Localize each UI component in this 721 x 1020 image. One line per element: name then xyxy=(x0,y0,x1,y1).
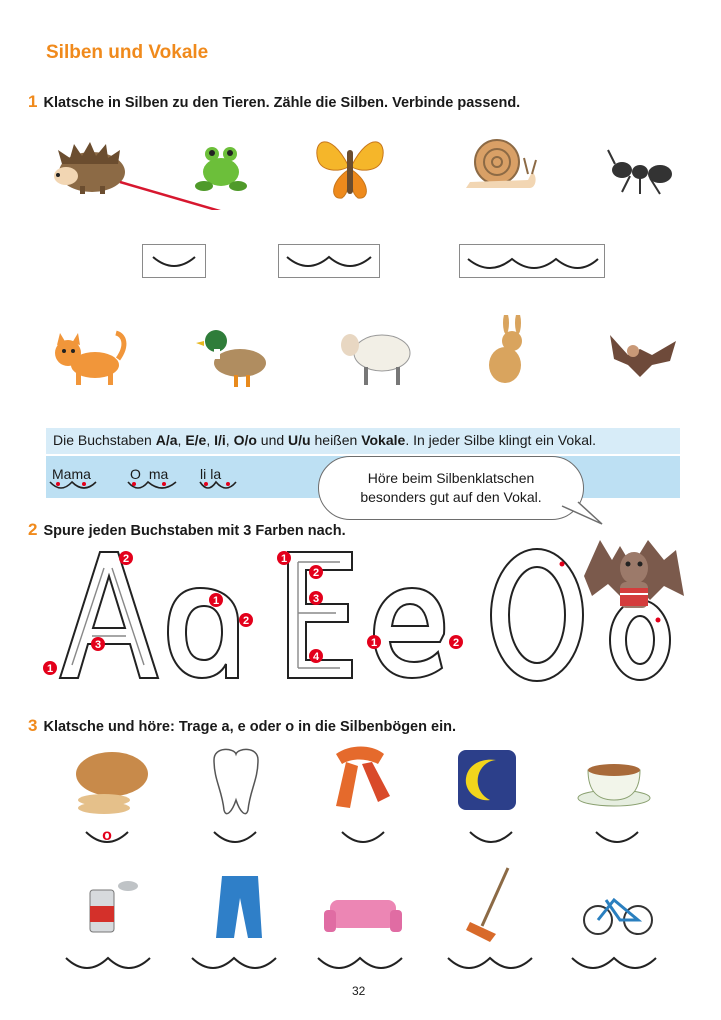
task-text: Spure jeden Buchstaben mit 3 Farben nach. xyxy=(43,523,346,539)
marker-label: 2 xyxy=(452,637,460,649)
marker-label: 1 xyxy=(370,637,378,649)
butterfly-icon xyxy=(317,142,383,198)
separator: und xyxy=(256,432,289,448)
snail-icon xyxy=(466,140,536,188)
letter-a-outline[interactable] xyxy=(168,588,238,678)
marker-label: 2 xyxy=(242,615,250,627)
task-text: Klatsche in Silben zu den Tieren. Zähle die Silben. Verbinde passend. xyxy=(43,95,521,111)
syllable-arcs xyxy=(143,245,205,277)
task-3-heading xyxy=(28,716,456,736)
vowel-pair-i: I/i xyxy=(214,432,226,448)
vowel-pair-a: A/a xyxy=(155,432,178,448)
letter-O-outline[interactable] xyxy=(491,549,583,681)
marker-label: 4 xyxy=(312,651,320,663)
ant-icon xyxy=(608,150,672,194)
info-keyword: Vokale xyxy=(361,432,406,448)
vowel-pair-o: O/o xyxy=(233,432,257,448)
syllable: Ma xyxy=(52,466,72,482)
syllable: la xyxy=(210,466,222,482)
page-number: 32 xyxy=(352,984,366,998)
tracing-area xyxy=(0,540,721,690)
marker-label: 1 xyxy=(280,553,288,565)
moon-icon xyxy=(458,750,516,810)
speech-bubble xyxy=(318,456,584,520)
connection-line xyxy=(120,182,330,210)
syllable: O xyxy=(130,466,141,482)
sofa-icon xyxy=(324,900,402,932)
task-2-heading xyxy=(28,520,346,540)
marker-label: 2 xyxy=(122,553,130,565)
info-middle: heißen xyxy=(310,432,362,448)
syllable-arcs xyxy=(279,245,379,277)
letter-o-outline[interactable] xyxy=(610,600,670,680)
trousers-icon xyxy=(216,876,262,938)
info-suffix: . In jeder Silbe klingt ein Vokal. xyxy=(405,432,596,448)
separator: , xyxy=(225,432,234,448)
frog-icon xyxy=(195,147,247,191)
bicycle-icon xyxy=(584,900,652,934)
syllable: li xyxy=(200,466,207,482)
vowel-pair-u: U/u xyxy=(288,432,311,448)
syllable-box-3[interactable] xyxy=(459,244,605,278)
hare-icon xyxy=(489,315,522,383)
marker-label: 3 xyxy=(94,639,102,651)
teacup-icon xyxy=(578,764,650,806)
page-title: Silben und Vokale xyxy=(46,42,209,63)
syllable: ma xyxy=(148,466,169,482)
task-number: 1 xyxy=(28,92,38,111)
syllable-box-1[interactable] xyxy=(142,244,206,278)
marker-label: 3 xyxy=(312,593,320,605)
letter-e-outline[interactable] xyxy=(374,588,444,678)
info-prefix: Die Buchstaben xyxy=(53,432,156,448)
can-icon xyxy=(90,881,138,932)
task-1-heading xyxy=(28,92,520,112)
vowel-pair-e: E/e xyxy=(185,432,207,448)
letter-A-outline[interactable] xyxy=(60,552,158,678)
scarf-icon xyxy=(336,747,390,809)
animal-row-top xyxy=(0,120,721,210)
bat-mascot-icon xyxy=(584,540,684,608)
task-text: Klatsche und höre: Trage a, e oder o in die Silbenbögen ein. xyxy=(43,719,456,735)
syllable-box-2[interactable] xyxy=(278,244,380,278)
task-3-grid xyxy=(0,740,721,980)
bubble-line-1: Höre beim Silbenklatschen xyxy=(367,470,535,486)
vowel-definition xyxy=(53,432,596,448)
broom-icon xyxy=(466,868,508,942)
bubble-line-2: besonders gut auf den Vokal. xyxy=(360,489,542,505)
hedgehog-icon xyxy=(54,142,125,194)
separator: , xyxy=(206,432,215,448)
bread-icon xyxy=(76,752,148,814)
marker-label: 1 xyxy=(46,663,54,675)
animal-row-bottom xyxy=(0,315,721,395)
separator: , xyxy=(177,432,186,448)
example-answer: o xyxy=(102,827,112,844)
bat-icon xyxy=(610,335,676,377)
duck-icon xyxy=(196,330,266,387)
cat-icon xyxy=(55,333,124,385)
syllable-arcs xyxy=(460,245,604,277)
marker-label: 2 xyxy=(312,567,320,579)
sheep-icon xyxy=(341,334,410,385)
bubble-tail xyxy=(560,500,610,530)
task-number: 3 xyxy=(28,716,38,735)
task-number: 2 xyxy=(28,520,38,539)
syllable: ma xyxy=(71,466,91,482)
tooth-icon xyxy=(214,749,258,813)
marker-label: 1 xyxy=(212,595,220,607)
example-arcs xyxy=(46,474,246,496)
